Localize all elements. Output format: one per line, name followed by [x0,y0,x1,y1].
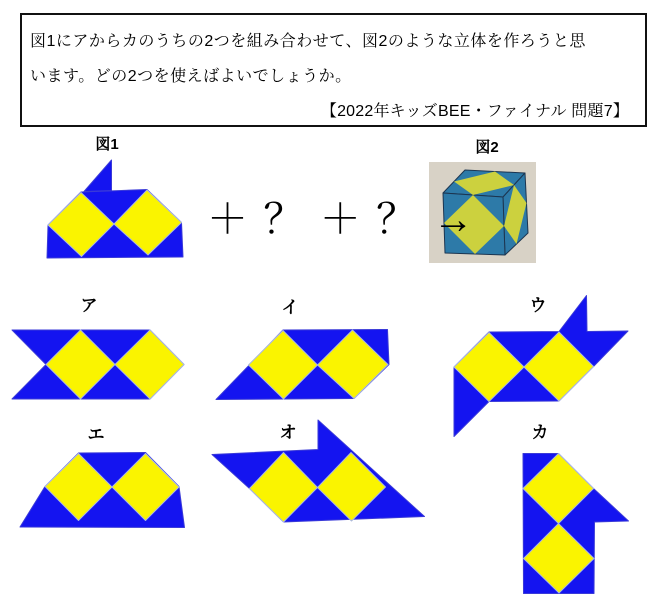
option-a-net [12,330,184,399]
option-o-label: オ [279,423,297,442]
option-i-net [216,330,389,400]
option-a-label: ア [80,296,98,315]
option-u-net [454,296,628,437]
figure1-net [47,160,183,258]
option-o-net [212,420,425,522]
option-u-label: ウ [529,296,547,315]
figure1-label: 図1 [95,136,119,153]
problem-source: 【2022年キッズBEE・ファイナル 問題7】 [320,103,629,120]
option-ka-net [523,454,629,594]
figure2-label: 図2 [475,139,499,156]
option-ka-label: カ [531,423,549,442]
option-i-label: イ [281,298,299,317]
option-e-net [20,453,185,528]
option-e-label: エ [87,425,105,444]
equation-text: ＋ ？ ＋ ？ → [207,196,476,242]
problem-text-line2: います。どの2つを使えばよいでしょうか。 [30,68,352,85]
problem-text-line1: 図1にアからカのうちの2つを組み合わせて、図2のような立体を作ろうと思 [30,33,586,50]
